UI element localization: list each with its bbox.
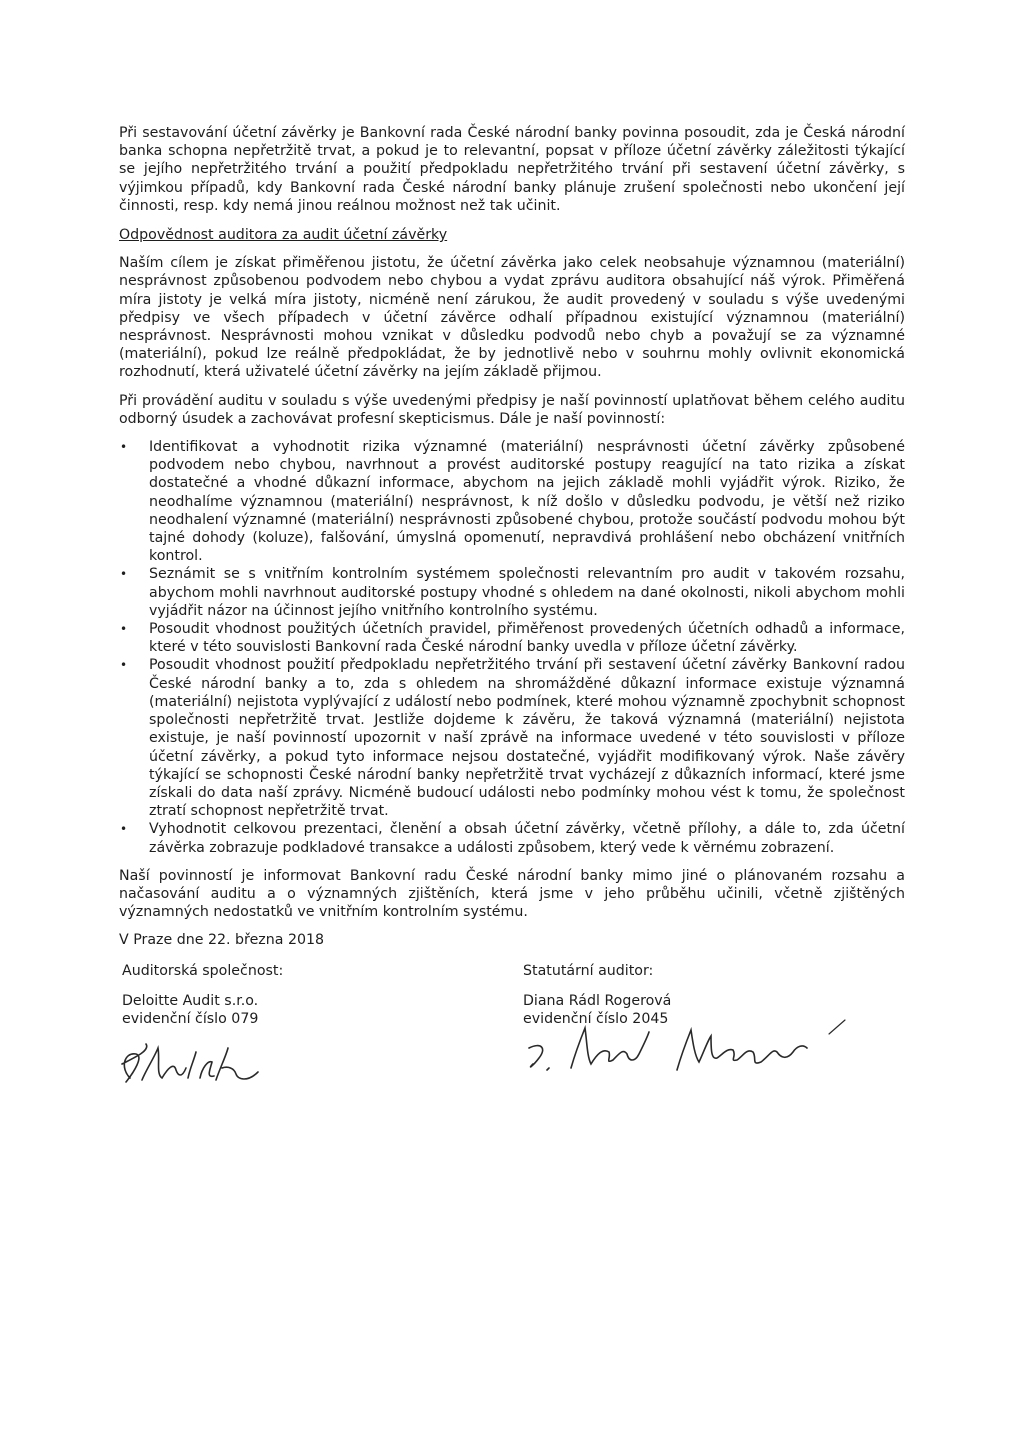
auditor-signature-icon — [511, 1018, 851, 1088]
company-signatory — [122, 962, 422, 1029]
bullet-icon: • — [120, 440, 128, 455]
list-item-text: Posoudit vhodnost použitých účetních pravidel, přiměřenost provedených účetních odhadů a informace, které v této souvislosti Bankovní rada České národní banky uvedla v příloze účetní závěrky. — [149, 621, 905, 656]
auditor-signatory — [523, 962, 823, 1029]
place-date: V Praze dne 22. března 2018 — [119, 932, 325, 949]
section-heading: Odpovědnost auditora za audit účetní závěrky — [119, 227, 448, 244]
list-item — [119, 656, 905, 820]
list-item-text: Vyhodnotit celkovou prezentaci, členění a obsah účetní závěrky, včetně přílohy, a dále to, zda účetní závěrka zobrazuje podkladové transakce a události způsobem, který vede k věrnému zobrazení. — [149, 821, 905, 856]
intro-paragraph: Při sestavování účetní závěrky je Bankovní rada České národní banky povinna posoudit, zda je Česká národní banka schopna nepřetržitě trvat, a pokud je to relevantní, popsat v příloze účetní závěrky záležitosti týkající se jejího nepřetržitého trvání a použití předpokladu nepřetržitého trvání při sestavení účetní závěrky, s výjimkou případů, kdy Bankovní rada České národní banky plánuje zrušení společnosti nebo ukončení její činnosti, resp. kdy nemá jinou reálnou možnost než tak učinit. — [119, 125, 905, 214]
company-signature-icon — [116, 1038, 266, 1092]
list-item — [119, 565, 905, 620]
objective-paragraph: Naším cílem je získat přiměřenou jistotu, že účetní závěrka jako celek neobsahuje významnou (materiální) nesprávnost způsobenou podvodem nebo chybou a vydat zprávu auditora obsahující náš výrok. Přiměřená míra jistoty je velká míra jistoty, nicméně není zárukou, že audit provedený v souladu s výše uvedenými předpisy ve všech případech v účetní závěrce odhalí případnou existující významnou (materiální) nesprávnost. Nesprávnosti mohou vznikat v důsledku podvodů nebo chyb a považují se za významné (materiální), pokud lze reálně předpokládat, že by jednotlivě nebo v souhrnu mohly ovlivnit ekonomická rozhodnutí, která uživatelé účetní závěrky na jejím základě přijmou. — [119, 255, 905, 381]
list-item — [119, 438, 905, 565]
communication-paragraph: Naší povinností je informovat Bankovní radu České národní banky mimo jiné o plánovaném rozsahu a načasování auditu a o významných zjištěních, která jsme v jeho průběhu učinili, včetně zjištěných významných nedostatků ve vnitřním kontrolním systému. — [119, 867, 905, 921]
company-role: Auditorská společnost: — [122, 962, 284, 979]
auditor-role: Statutární auditor: — [523, 962, 654, 979]
list-item-text: Identifikovat a vyhodnotit rizika významné (materiální) nesprávnosti účetní závěrky způsobené podvodem nebo chybou, navrhnout a provést auditorské postupy reagující na tato rizika a získat dostatečné a vhodné důkazní informace, abychom na jejich základě mohli vyjádřit výrok. Riziko, že neodhalíme významnou (materiální) nesprávnost, k níž došlo v důsledku podvodu, je větší než riziko neodhalení významné (materiální) nesprávnosti způsobené chybou, protože součástí podvodu mohou být tajné dohody (koluze), falšování, úmyslná opomenutí, nepravdivá prohlášení nebo obcházení vnitřních kontrol. — [149, 439, 905, 565]
auditor-registration: evidenční číslo 2045 — [523, 1010, 669, 1027]
company-registration: evidenční číslo 079 — [122, 1010, 259, 1027]
list-item-text: Seznámit se s vnitřním kontrolním systémem společnosti relevantním pro audit v takovém rozsahu, abychom mohli navrhnout auditorské postupy vhodné s ohledem na dané okolnosti, nikoli abychom mohli vyjádřit názor na účinnost jejího vnitřního kontrolního systému. — [149, 566, 905, 619]
company-name: Deloitte Audit s.r.o. — [122, 992, 259, 1009]
bullet-icon: • — [120, 567, 128, 582]
auditor-name: Diana Rádl Rogerová — [523, 992, 672, 1009]
report-page — [119, 124, 905, 1112]
list-item — [119, 820, 905, 856]
duties-list — [119, 438, 905, 857]
bullet-icon: • — [120, 622, 128, 637]
list-item-text: Posoudit vhodnost použití předpokladu nepřetržitého trvání při sestavení účetní závěrky Bankovní radou České národní banky a to, zda s ohledem na shromážděné důkazní informace existuje významná (materiální) nejistota vyplývající z událostí nebo podmínek, které mohou významně zpochybnit schopnost společnosti nepřetržitě trvat. Jestliže dojdeme k závěru, že taková významná (materiální) nejistota existuje, je naší povinností upozornit v naší zprávě na informace uvedené v této souvislosti v příloze účetní závěrky, a pokud tyto informace nejsou dostatečné, vyjádřit modifikovaný výrok. Naše závěry týkající se schopnosti České národní banky nepřetržitě trvat vycházejí z důkazních informací, které jsme získali do data naší zprávy. Nicméně budoucí události nebo podmínky mohou vést k tomu, že společnost ztratí schopnost nepřetržitě trvat. — [149, 657, 905, 820]
bullet-icon: • — [120, 658, 128, 673]
duties-paragraph: Při provádění auditu v souladu s výše uvedenými předpisy je naší povinností uplatňovat během celého auditu odborný úsudek a zachovávat profesní skepticismus. Dále je naší povinností: — [119, 392, 905, 427]
signature-block — [119, 962, 905, 1112]
bullet-icon: • — [120, 822, 128, 837]
list-item — [119, 620, 905, 656]
